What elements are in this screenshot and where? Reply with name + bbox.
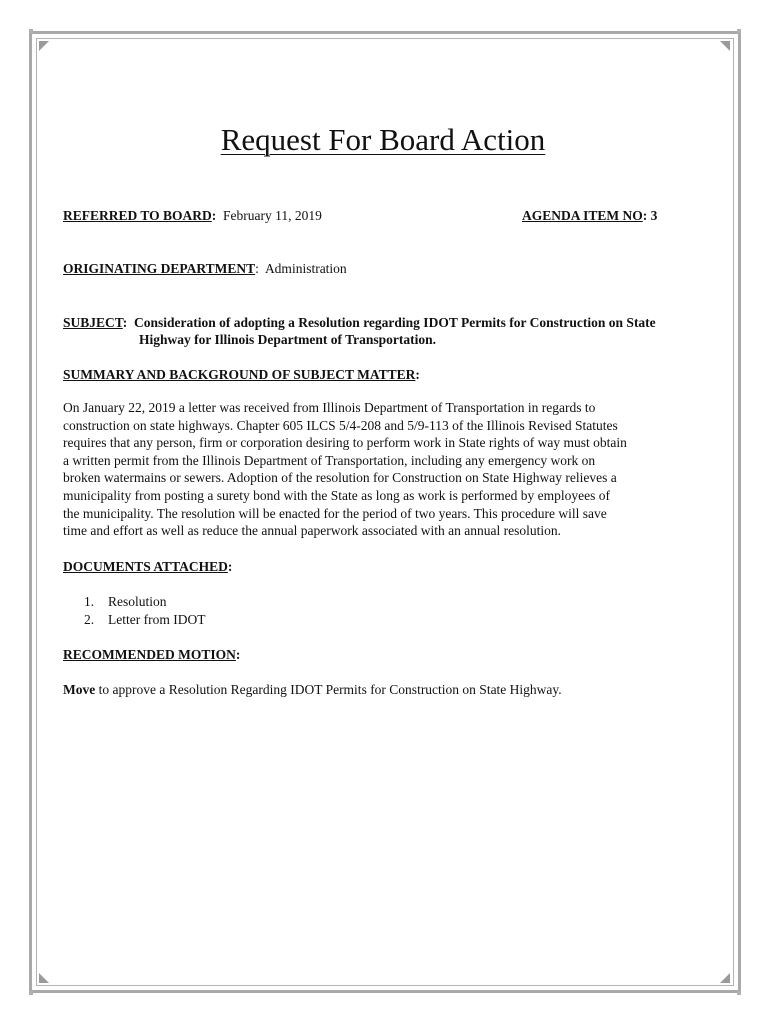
referred-to-board-row: REFERRED TO BOARD: February 11, 2019	[63, 208, 322, 223]
originating-department-row: ORIGINATING DEPARTMENT: Administration	[63, 261, 347, 276]
agenda-item-row: AGENDA ITEM NO: 3	[522, 208, 658, 223]
corner-dot	[737, 991, 741, 995]
summary-heading-row: SUMMARY AND BACKGROUND OF SUBJECT MATTER:	[63, 367, 420, 382]
paragraph-line: time and effort as well as reduce the annual paperwork associated with an annual resolution.	[63, 523, 561, 539]
motion-verb: Move	[63, 682, 96, 697]
paragraph-line: broken watermains or sewers. Adoption of the resolution for Construction on State Highway relieves a	[63, 470, 617, 486]
corner-ornament-bottom-right	[720, 973, 730, 983]
summary-heading: SUMMARY AND BACKGROUND OF SUBJECT MATTER	[63, 367, 416, 382]
subject-text-line1: Consideration of adopting a Resolution regarding IDOT Permits for Construction on State	[134, 315, 656, 330]
corner-dot	[29, 29, 33, 33]
list-item-number: 2.	[84, 612, 95, 627]
subject-label: SUBJECT	[63, 315, 123, 330]
list-item-number: 1.	[84, 594, 95, 609]
paragraph-line: a written permit from the Illinois Department of Transportation, including any emergency work on	[63, 452, 596, 468]
originating-value: Administration	[264, 261, 347, 276]
paragraph-line: On January 22, 2019 a letter was received from Illinois Department of Transportation in regards to	[63, 400, 596, 415]
corner-ornament-top-right	[720, 41, 730, 51]
list-item	[84, 612, 205, 628]
paragraph-line: construction on state highways. Chapter 605 ILCS 5/4-208 and 5/9-113 of the Illinois Revised Statutes	[63, 417, 618, 433]
referred-date: February 11, 2019	[223, 208, 322, 223]
page-title: Request For Board Action	[220, 122, 546, 157]
paragraph-line: the municipality. The resolution will be enacted for the period of two years. This procedure will save	[63, 505, 607, 521]
list-item-text: Letter from IDOT	[108, 612, 206, 627]
list-item	[84, 594, 167, 610]
paragraph-line: requires that any person, firm or corporation desiring to perform work in State rights of way must obtain	[63, 435, 627, 451]
originating-label: ORIGINATING DEPARTMENT	[63, 261, 256, 276]
list-item-text: Resolution	[108, 594, 167, 609]
motion-text: to approve a Resolution Regarding IDOT Permits for Construction on State Highway.	[98, 682, 562, 697]
corner-ornament-top-left	[39, 41, 49, 51]
agenda-number: 3	[650, 208, 658, 223]
corner-dot	[737, 29, 741, 33]
motion-heading-row: RECOMMENDED MOTION:	[63, 647, 241, 662]
referred-label: REFERRED TO BOARD	[63, 208, 212, 223]
agenda-label: AGENDA ITEM NO	[522, 208, 643, 223]
summary-paragraph	[63, 399, 713, 540]
documents-heading: DOCUMENTS ATTACHED	[63, 559, 228, 574]
subject-text-line2: Highway for Illinois Department of Transportation.	[139, 332, 437, 347]
motion-text-row	[63, 682, 562, 698]
corner-dot	[29, 991, 33, 995]
motion-heading: RECOMMENDED MOTION	[63, 647, 236, 662]
documents-heading-row: DOCUMENTS ATTACHED:	[63, 559, 233, 574]
paragraph-line: municipality from posting a surety bond with the State as long as work is performed by employees of	[63, 487, 611, 503]
subject-row: SUBJECT: Consideration of adopting a Resolution regarding IDOT Permits for Construction on State	[63, 315, 656, 330]
corner-ornament-bottom-left	[39, 973, 49, 983]
